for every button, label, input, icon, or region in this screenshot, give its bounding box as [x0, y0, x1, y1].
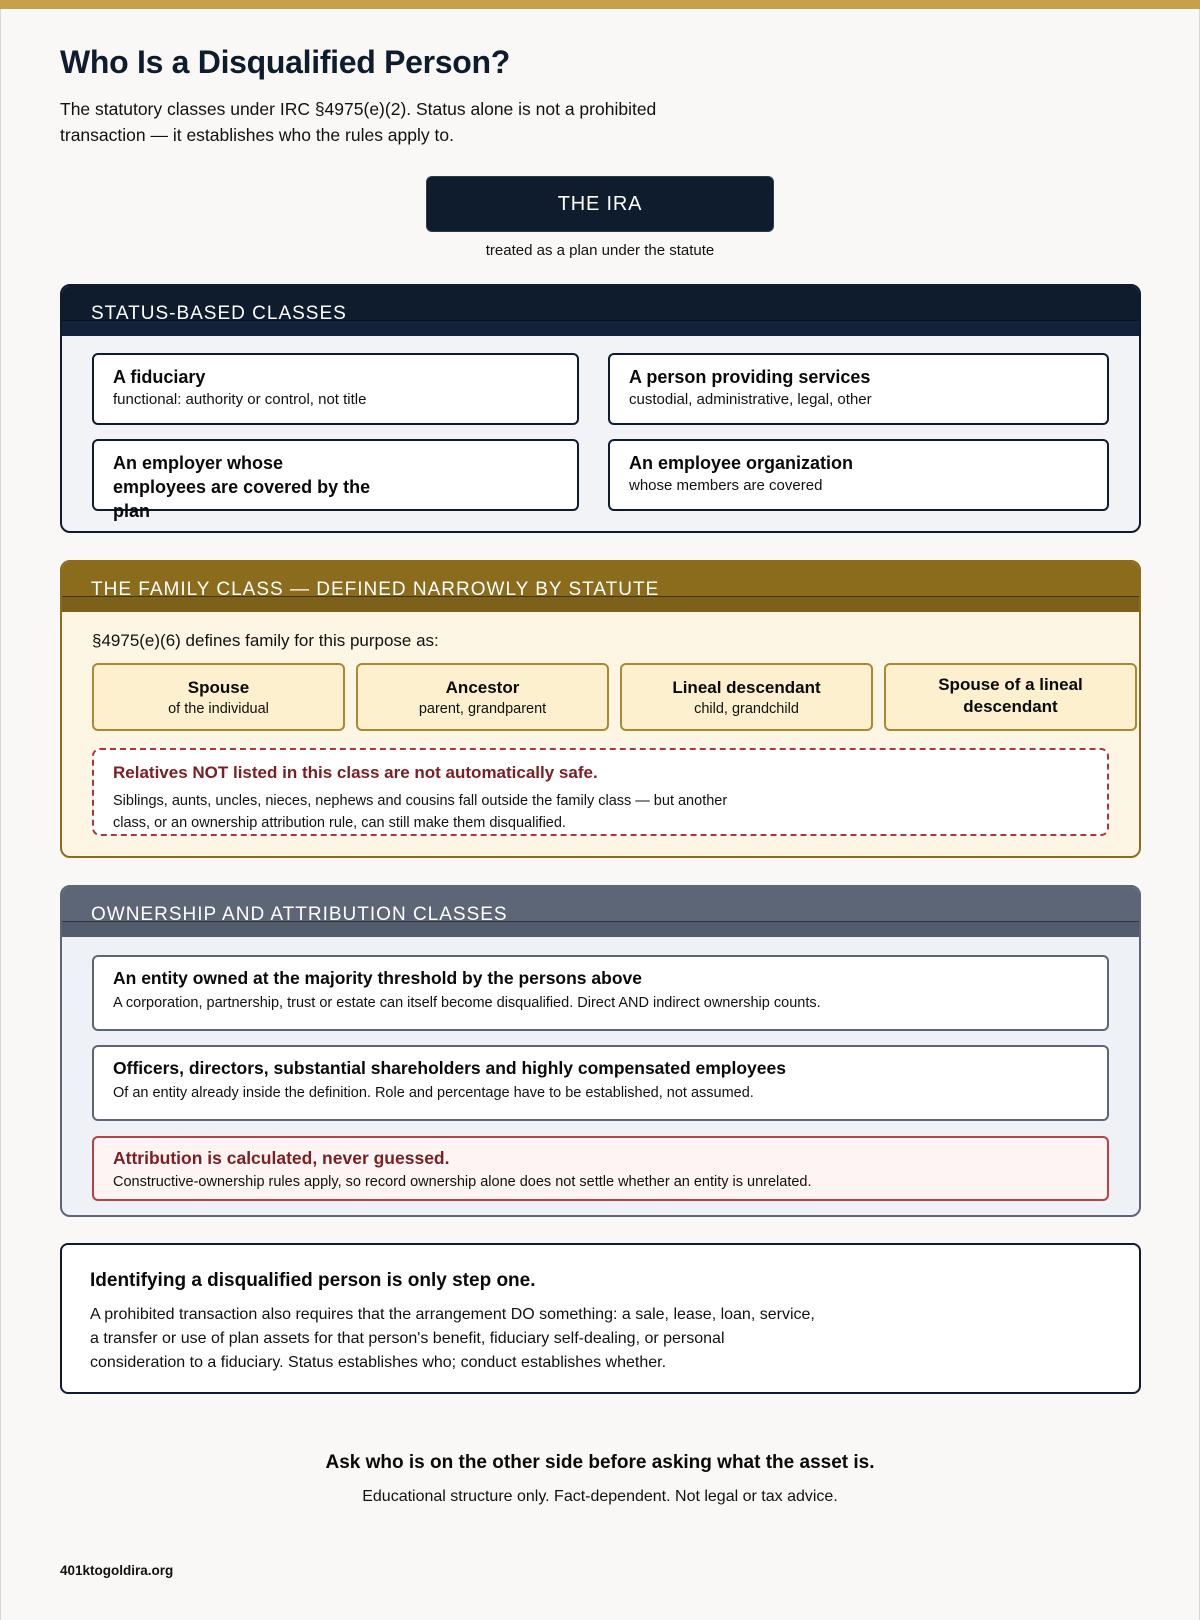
card-title: A fiduciary [113, 367, 206, 387]
class-card-fiduciary [92, 353, 579, 425]
card-subtitle: A corporation, partnership, trust or estate can itself become disqualified. Direct AND indirect ownership counts. [113, 995, 821, 1011]
class-card-employer [92, 439, 579, 521]
member-title: Ancestor [445, 678, 520, 697]
ira-box [426, 176, 774, 232]
card-title: An employee organization [629, 453, 854, 473]
page-title: Who Is a Disqualified Person? [60, 44, 511, 80]
section-title: OWNERSHIP AND ATTRIBUTION CLASSES [91, 904, 508, 925]
intro-text: The statutory classes under IRC §4975(e)(2). Status alone is not a prohibited transaction — it establishes who the rules apply to. [60, 99, 657, 145]
warning-title: Relatives NOT listed in this class are not automatically safe. [113, 763, 598, 782]
member-title: Spouse [187, 678, 250, 697]
section-header [62, 286, 1139, 336]
callout-title: Identifying a disqualified person is only step one. [90, 1270, 536, 1291]
class-card-service-provider [608, 353, 1109, 425]
closing-headline: Ask who is on the other side before asking what the asset is. [325, 1452, 875, 1473]
warning-body: Constructive-ownership rules apply, so record ownership alone does not settle whether an entity is unrelated. [113, 1174, 812, 1190]
callout-body: A prohibited transaction also requires that the arrangement DO something: a sale, lease, loan, service, a transfer or use of plan assets for that person's benefit, fiduciary self-dealing, or personal consideration to a fiduciary. Status establishes who; conduct establishes whether. [90, 1306, 815, 1371]
footer-site: 401ktogoldira.org [60, 1563, 174, 1578]
card-title: An entity owned at the majority threshold by the persons above [113, 968, 642, 988]
ira-caption: treated as a plan under the statute [485, 242, 715, 259]
attribution-warning-box [92, 1136, 1109, 1201]
card-subtitle: functional: authority or control, not title [113, 391, 367, 408]
section-header [62, 887, 1139, 937]
family-member-lineal-descendant [620, 663, 873, 731]
member-subtitle: parent, grandparent [418, 701, 547, 717]
class-card-officers-directors [92, 1045, 1109, 1121]
family-member-spouse [92, 663, 345, 731]
top-accent-bar [0, 0, 1200, 9]
family-class-section [60, 560, 1141, 858]
card-subtitle: Of an entity already inside the definition. Role and percentage have to be established, not assumed. [113, 1085, 754, 1101]
ownership-attribution-section [60, 885, 1141, 1217]
section-title: THE FAMILY CLASS — DEFINED NARROWLY BY STATUTE [91, 579, 660, 600]
section-title: STATUS-BASED CLASSES [91, 303, 347, 324]
ira-label: THE IRA [557, 192, 643, 215]
class-card-owned-entity [92, 955, 1109, 1031]
card-title: An employer whose employees are covered by the plan [113, 453, 371, 521]
family-member-spouse-of-descendant [884, 663, 1137, 731]
card-subtitle: custodial, administrative, legal, other [629, 391, 872, 408]
member-title: Lineal descendant [672, 678, 821, 697]
card-title: Officers, directors, substantial shareholders and highly compensated employees [113, 1058, 786, 1078]
member-subtitle: child, grandchild [694, 701, 799, 717]
member-title: Spouse of a lineal descendant [938, 675, 1083, 716]
step-one-callout [60, 1243, 1141, 1394]
family-member-ancestor [356, 663, 609, 731]
class-card-employee-organization [608, 439, 1109, 511]
section-header [62, 562, 1139, 612]
member-subtitle: of the individual [168, 701, 269, 717]
card-subtitle: whose members are covered [629, 477, 823, 494]
warning-body: Siblings, aunts, uncles, nieces, nephews and cousins fall outside the family class — but another class, or an ownership attribution rule, can still make them disqualified. [113, 793, 728, 831]
warning-title: Attribution is calculated, never guessed. [113, 1148, 450, 1168]
card-title: A person providing services [629, 367, 871, 387]
family-warning-box [92, 748, 1109, 836]
status-based-section [60, 284, 1141, 533]
disclaimer: Educational structure only. Fact-dependent. Not legal or tax advice. [362, 1488, 838, 1505]
family-definition-intro: §4975(e)(6) defines family for this purpose as: [92, 631, 439, 650]
